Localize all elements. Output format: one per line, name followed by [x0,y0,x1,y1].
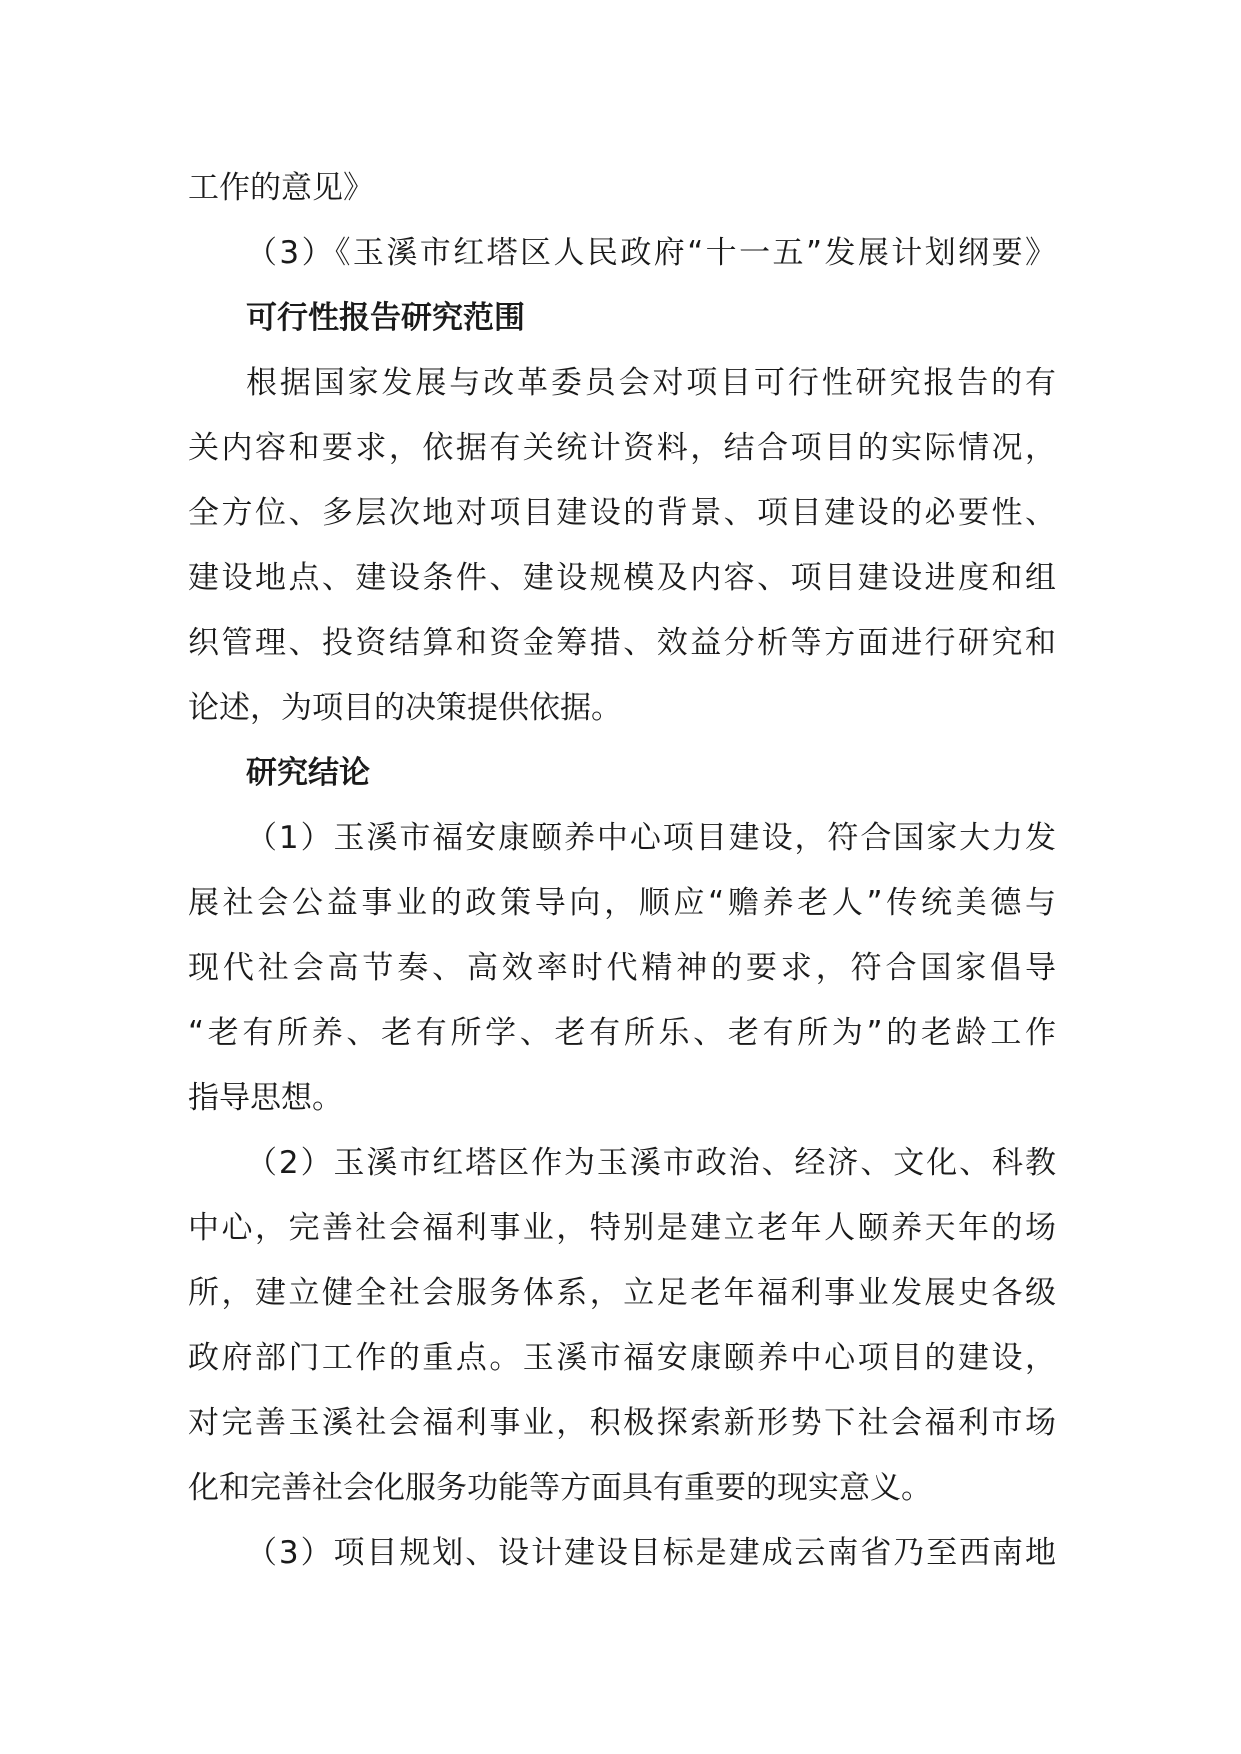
text-line: 指导思想。 [188,1080,343,1116]
text-line: 现代社会高节奏、高效率时代精神的要求，符合国家倡导 [188,950,1056,986]
text-line: 所，建立健全社会服务体系，立足老年福利事业发展史各级 [188,1275,1056,1311]
text-line: 展社会公益事业的政策导向，顺应“赡养老人”传统美德与 [188,885,1056,921]
document-body [188,156,1056,1586]
text-line: 根据国家发展与改革委员会对项目可行性研究报告的有 [246,365,1056,401]
section-heading-scope: 可行性报告研究范围 [246,300,525,336]
conclusion-item-2: （2）玉溪市红塔区作为玉溪市政治、经济、文化、科教 [246,1145,1056,1181]
text-line: “老有所养、老有所学、老有所乐、老有所为”的老龄工作 [188,1015,1056,1051]
text-line: 对完善玉溪社会福利事业，积极探索新形势下社会福利市场 [188,1405,1056,1441]
conclusion-item-3: （3）项目规划、设计建设目标是建成云南省乃至西南地 [246,1535,1056,1571]
section-heading-conclusion: 研究结论 [246,755,370,791]
text-line: 政府部门工作的重点。玉溪市福安康颐养中心项目的建设， [188,1340,1056,1376]
text-line: 论述，为项目的决策提供依据。 [188,690,622,726]
reference-item-3: （3）《玉溪市红塔区人民政府“十一五”发展计划纲要》 [246,235,1056,271]
text-line: 全方位、多层次地对项目建设的背景、项目建设的必要性、 [188,495,1056,531]
text-line: 中心，完善社会福利事业，特别是建立老年人颐养天年的场 [188,1210,1056,1246]
text-line: 工作的意见》 [188,170,374,206]
conclusion-item-1: （1）玉溪市福安康颐养中心项目建设，符合国家大力发 [246,820,1056,856]
text-line: 织管理、投资结算和资金筹措、效益分析等方面进行研究和 [188,625,1056,661]
text-line: 化和完善社会化服务功能等方面具有重要的现实意义。 [188,1470,932,1506]
text-line: 关内容和要求，依据有关统计资料，结合项目的实际情况， [188,430,1056,466]
text-line: 建设地点、建设条件、建设规模及内容、项目建设进度和组 [188,560,1056,596]
